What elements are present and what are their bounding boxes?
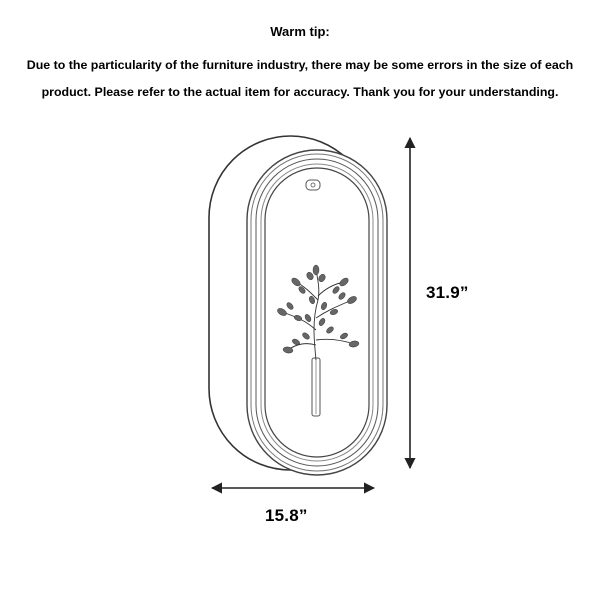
mirror-front-frame (247, 150, 387, 475)
warm-tip-title: Warm tip: (270, 24, 330, 39)
warm-tip-text: Due to the particularity of the furniture industry, there may be some errors in the size of each product. Please refer to the actual item for accuracy. Thank you for your understanding. (26, 58, 574, 99)
switch-button (306, 180, 320, 190)
height-label: 31.9” (426, 283, 469, 302)
width-label: 15.8” (265, 506, 308, 525)
